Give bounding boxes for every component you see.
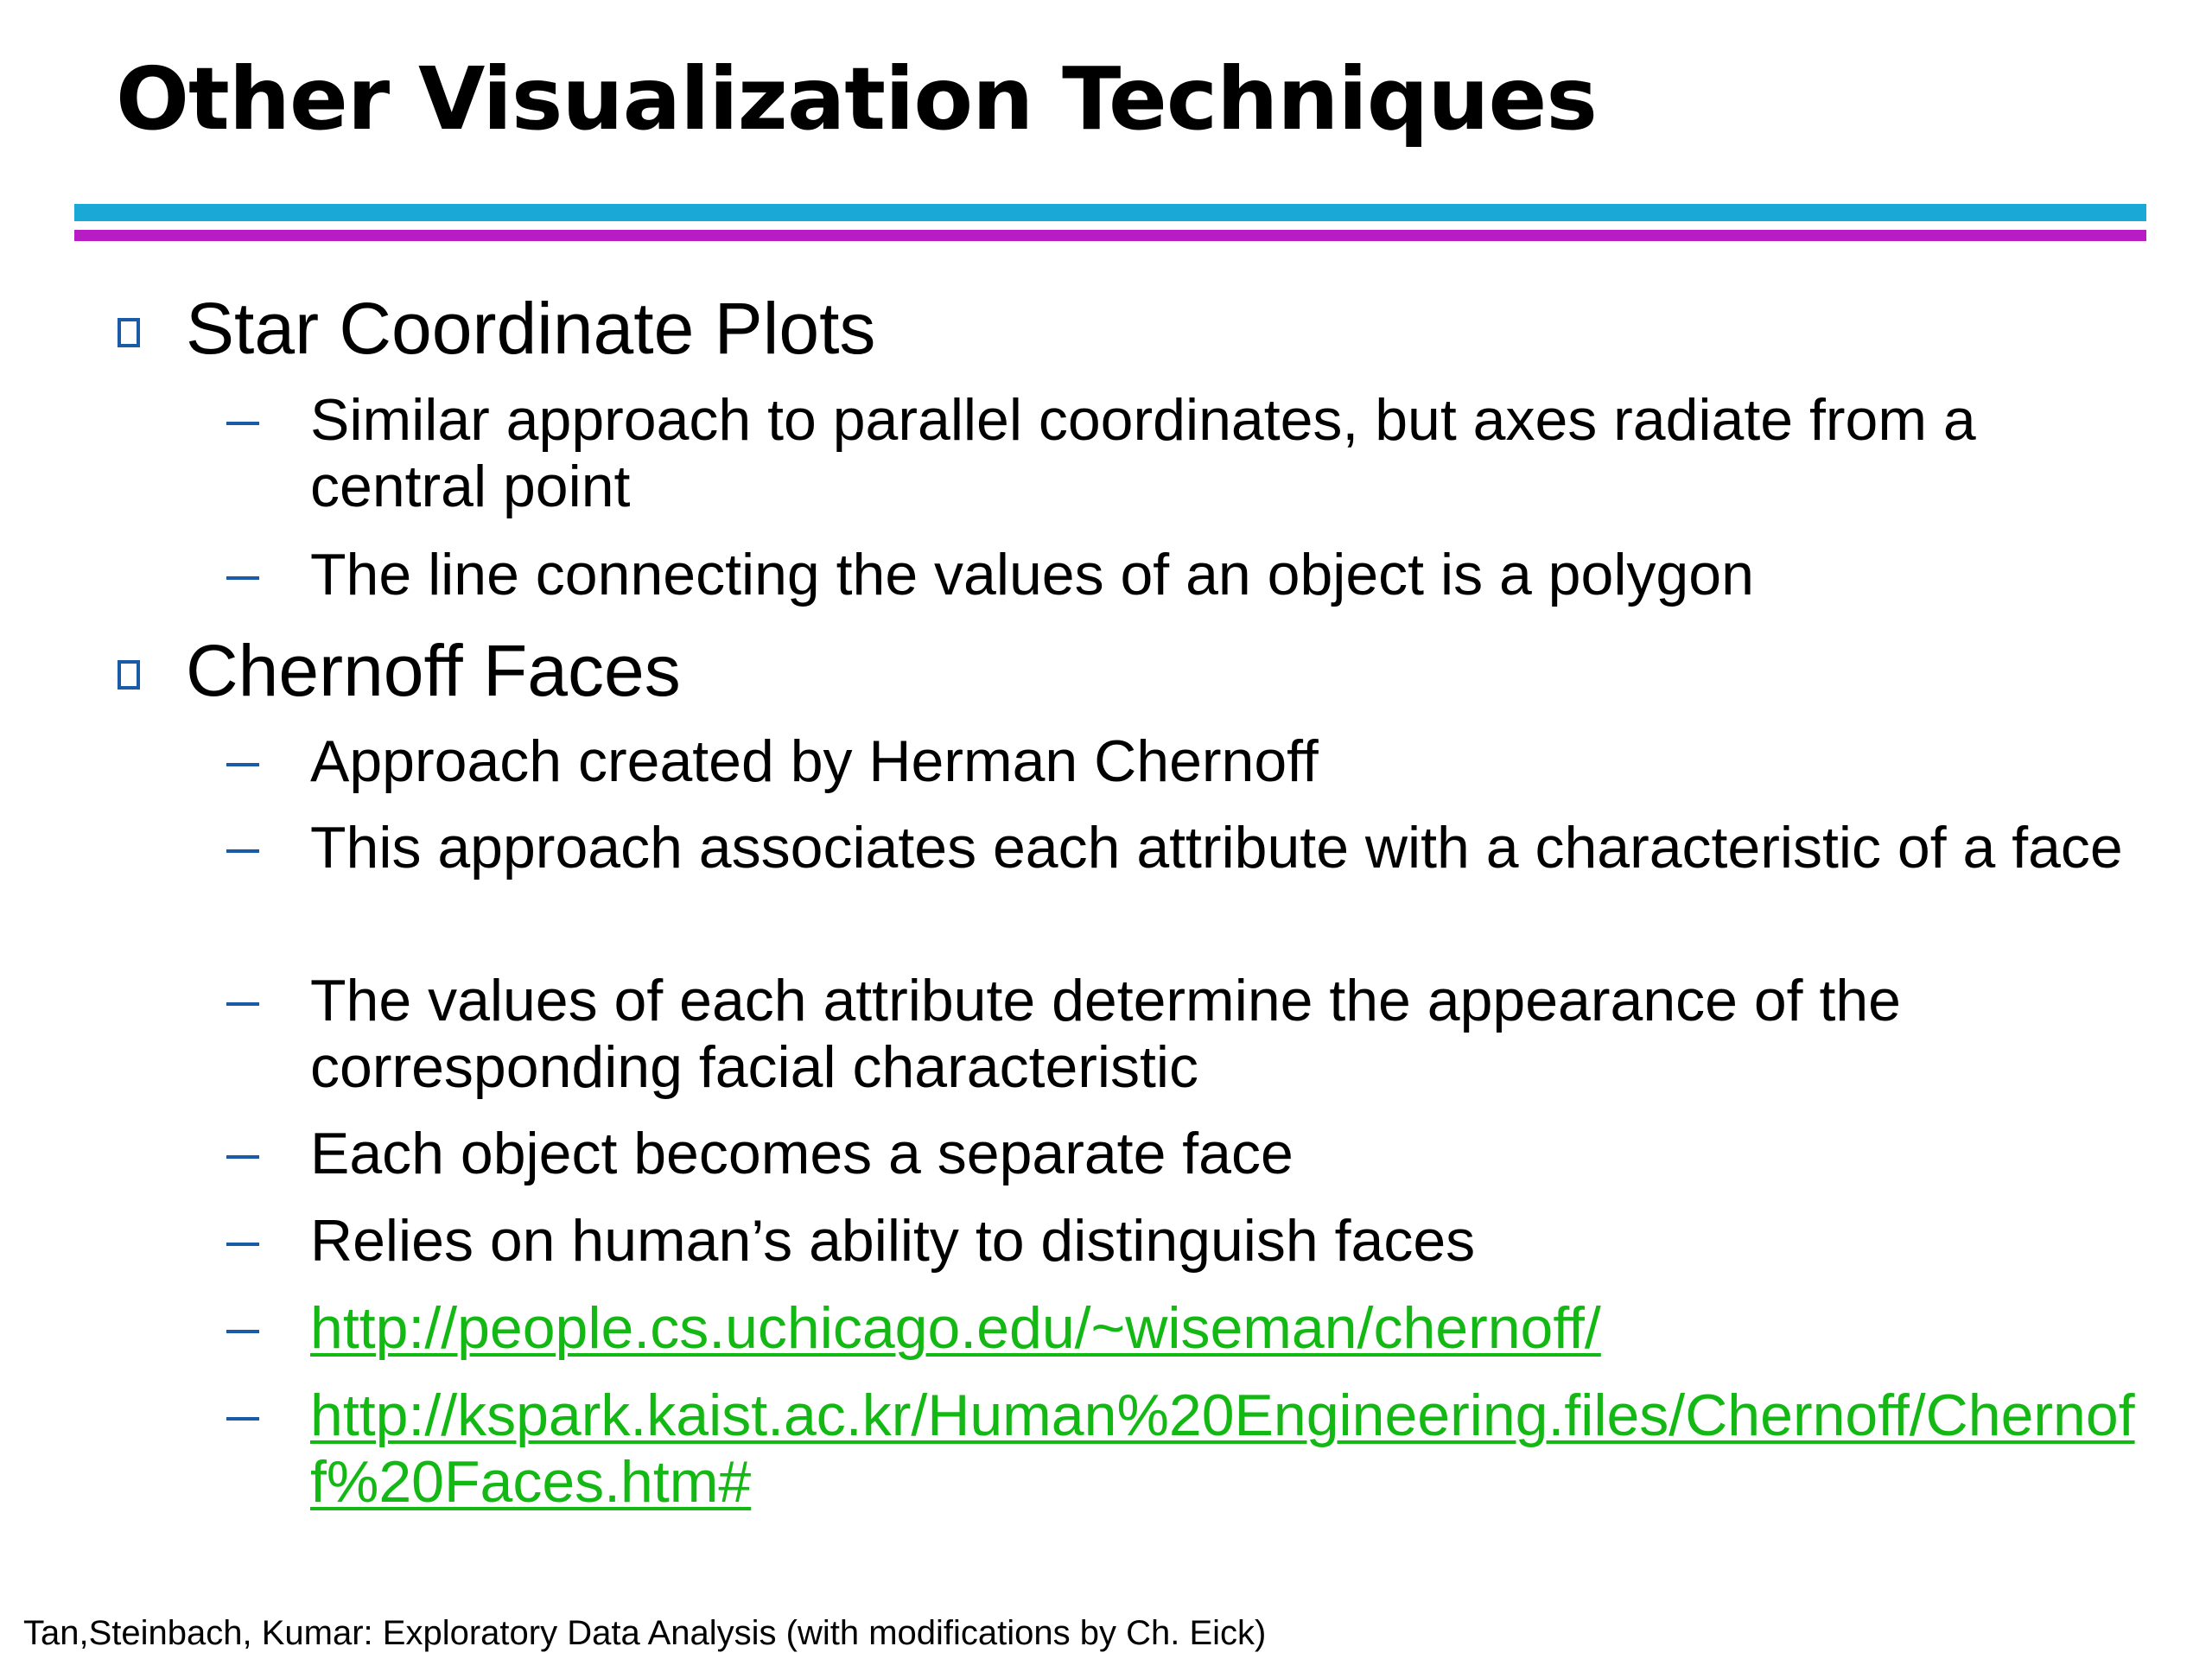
list-item-text: Relies on human’s ability to distinguish faces bbox=[310, 1208, 1476, 1274]
title-underline-cyan bbox=[74, 204, 2146, 221]
list-item-text: Approach created by Herman Chernoff bbox=[310, 728, 1319, 794]
dash-bullet-icon bbox=[226, 763, 259, 766]
list-item-text: Each object becomes a separate face bbox=[310, 1121, 1294, 1186]
list-item-text: The line connecting the values of an object is a polygon bbox=[310, 542, 1754, 607]
title-underline-magenta bbox=[74, 230, 2146, 241]
dash-bullet-icon bbox=[226, 849, 259, 853]
dash-bullet-icon bbox=[226, 422, 259, 425]
dash-bullet-icon bbox=[226, 1417, 259, 1421]
dash-bullet-icon bbox=[226, 576, 259, 580]
list-item-text: This approach associates each attribute with a characteristic of a face bbox=[310, 815, 2123, 880]
dash-bullet-icon bbox=[226, 1330, 259, 1333]
list-item-link-wrap bbox=[310, 1295, 2142, 1362]
list-item-text: The values of each attribute determine the appearance of the corresponding facial characteristic bbox=[310, 968, 1901, 1100]
dash-bullet-icon bbox=[226, 1155, 259, 1159]
list-item-link-wrap bbox=[310, 1382, 2142, 1516]
section-heading: Chernoff Faces bbox=[186, 630, 681, 711]
dash-bullet-icon bbox=[226, 1243, 259, 1246]
dash-bullet-icon bbox=[226, 1002, 259, 1006]
slide-footer: Tan,Steinbach, Kumar: Exploratory Data Analysis (with modifications by Ch. Eick) bbox=[23, 1614, 1267, 1652]
square-bullet-icon bbox=[118, 318, 140, 347]
square-bullet-icon bbox=[118, 660, 140, 690]
slide-title: Other Visualization Techniques bbox=[116, 48, 1597, 149]
chernoff-link-kaist[interactable]: http://kspark.kaist.ac.kr/Human%20Engineering.files/Chernoff/Chernoff%20Faces.htm# bbox=[310, 1382, 2135, 1515]
list-item-text: Similar approach to parallel coordinates, but axes radiate from a central point bbox=[310, 387, 1976, 519]
section-heading: Star Coordinate Plots bbox=[186, 288, 876, 369]
chernoff-link-uchicago[interactable]: http://people.cs.uchicago.edu/~wiseman/chernoff/ bbox=[310, 1295, 1601, 1361]
